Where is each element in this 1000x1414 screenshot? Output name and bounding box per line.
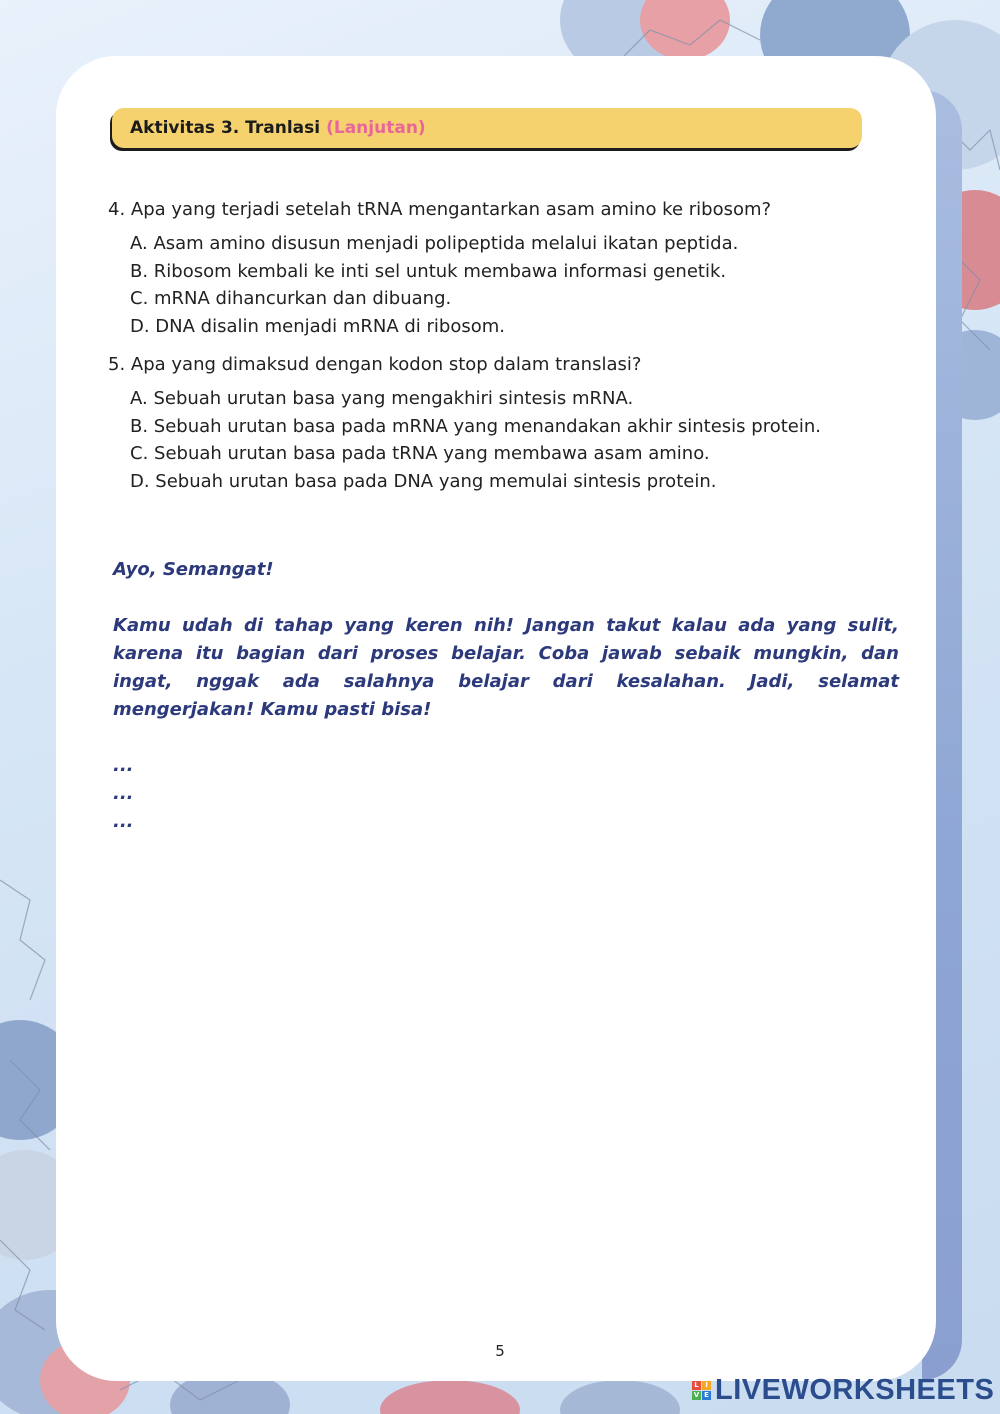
motivation-paragraph: Kamu udah di tahap yang keren nih! Jangan takut kalau ada yang sulit, karena itu bagian dari proses belajar. Coba jawab sebaik mungkin, dan ingat, nggak ada salahnya belajar dari kesalahan. Jadi, selamat mengerjakan! Kamu pasti bisa!	[113, 615, 899, 720]
page-number: 5	[495, 1342, 505, 1360]
activity-title: Aktivitas 3. Tranlasi	[130, 118, 321, 138]
option-b[interactable]: B. Sebuah urutan basa pada mRNA yang menandakan akhir sintesis protein.	[130, 415, 821, 437]
motivation-section	[113, 556, 899, 836]
option-c[interactable]: C. mRNA dihancurkan dan dibuang.	[130, 288, 452, 310]
mark-letter: E	[702, 1391, 711, 1400]
brand-name: LIVEWORKSHEETS	[715, 1373, 995, 1406]
ellipsis: ...	[113, 811, 134, 832]
activity-subtitle: (Lanjutan)	[326, 118, 426, 138]
option-d[interactable]: D. Sebuah urutan basa pada DNA yang memulai sintesis protein.	[130, 470, 717, 492]
option-c[interactable]: C. Sebuah urutan basa pada tRNA yang membawa asam amino.	[130, 443, 710, 465]
option-list	[130, 230, 908, 341]
question-5	[108, 351, 908, 496]
ellipsis: ...	[113, 783, 134, 804]
activity-banner	[112, 108, 862, 148]
ellipsis: ...	[113, 755, 134, 776]
liveworksheets-logo[interactable]	[692, 1374, 994, 1406]
mark-letter: V	[693, 1390, 700, 1399]
option-a[interactable]: A. Sebuah urutan basa yang mengakhiri sintesis mRNA.	[130, 387, 634, 409]
mark-letter: I	[702, 1381, 711, 1390]
option-list	[130, 385, 908, 496]
ellipsis-list	[113, 752, 899, 836]
option-d[interactable]: D. DNA disalin menjadi mRNA di ribosom.	[130, 316, 506, 338]
question-4	[108, 196, 908, 341]
liveworksheets-mark-icon	[692, 1381, 711, 1400]
question-text: 5. Apa yang dimaksud dengan kodon stop dalam translasi?	[108, 353, 642, 375]
motivation-heading: Ayo, Semangat!	[113, 559, 274, 580]
question-list	[108, 196, 908, 506]
option-b[interactable]: B. Ribosom kembali ke inti sel untuk membawa informasi genetik.	[130, 260, 727, 282]
mark-letter: L	[692, 1381, 701, 1390]
question-text: 4. Apa yang terjadi setelah tRNA mengantarkan asam amino ke ribosom?	[108, 199, 772, 220]
option-a[interactable]: A. Asam amino disusun menjadi polipeptida melalui ikatan peptida.	[130, 233, 739, 254]
